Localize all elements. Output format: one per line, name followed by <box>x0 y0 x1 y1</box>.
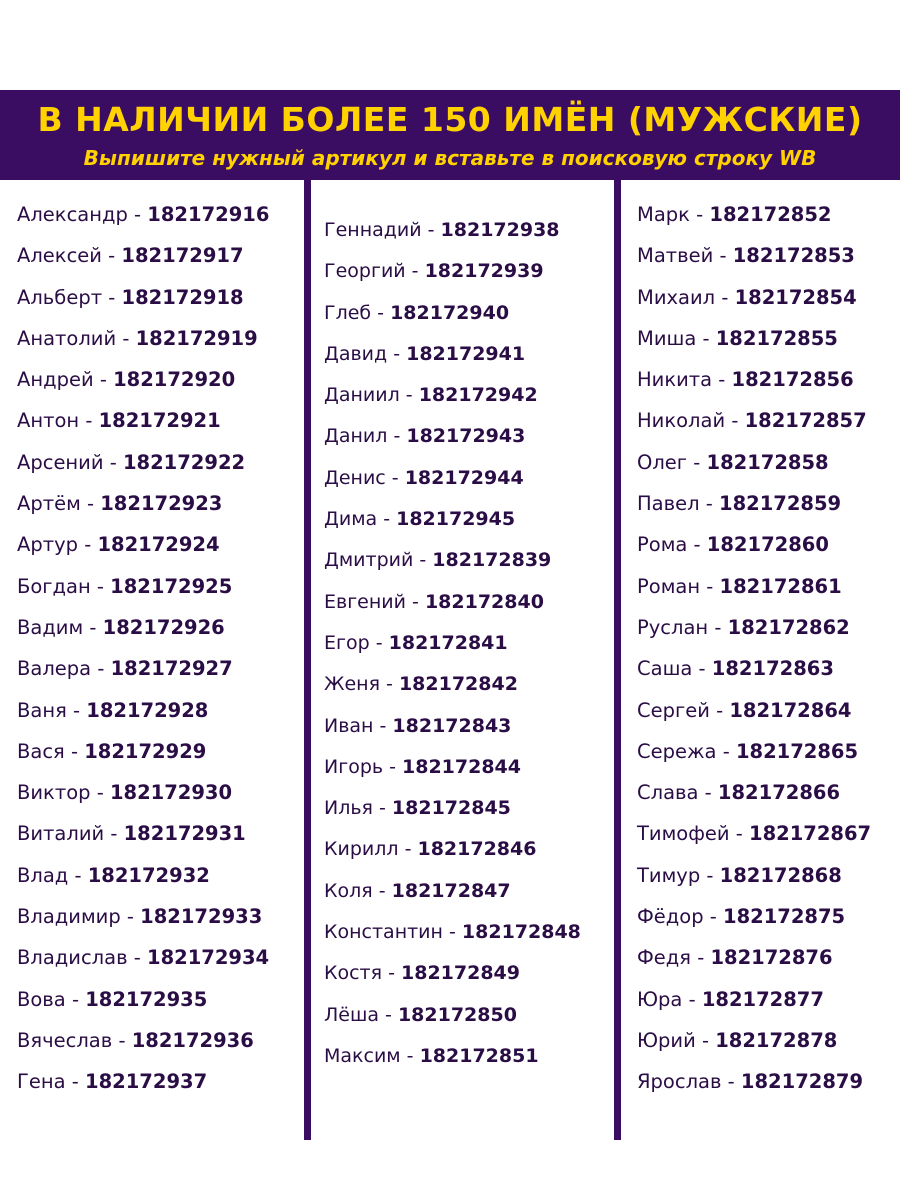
name-entry <box>324 210 581 251</box>
name-entry <box>17 855 269 896</box>
name-entry <box>637 483 871 524</box>
name-label: Артём <box>17 492 81 516</box>
article-code: 182172855 <box>715 326 838 350</box>
name-entry <box>324 458 581 499</box>
name-entry <box>637 813 871 854</box>
name-code-separator: - <box>65 987 86 1011</box>
name-entry <box>637 896 871 937</box>
name-code-separator: - <box>709 698 730 722</box>
names-column-3 <box>637 194 871 1103</box>
name-code-separator: - <box>369 631 389 654</box>
name-label: Гена <box>17 1070 66 1094</box>
name-code-separator: - <box>380 673 399 696</box>
name-code-separator: - <box>64 739 85 763</box>
name-entry <box>637 1020 871 1061</box>
article-code: 182172875 <box>723 905 846 929</box>
name-code-separator: - <box>400 1044 420 1067</box>
name-entry <box>637 937 871 978</box>
name-label: Виталий <box>17 822 105 846</box>
name-code-separator: - <box>691 946 711 970</box>
article-code: 182172868 <box>719 863 842 887</box>
article-code: 182172929 <box>84 739 207 763</box>
name-label: Миша <box>637 326 697 350</box>
name-code-separator: - <box>708 615 728 639</box>
name-entry <box>324 912 581 953</box>
name-label: Юра <box>637 987 683 1011</box>
name-code-separator: - <box>90 781 110 805</box>
name-label: Ярослав <box>637 1070 722 1094</box>
name-entry <box>17 896 269 937</box>
article-code: 182172941 <box>406 342 526 365</box>
article-code: 182172932 <box>87 863 210 887</box>
name-label: Рома <box>637 533 688 557</box>
name-code-separator: - <box>93 368 114 392</box>
name-entry <box>324 499 581 540</box>
name-entry <box>324 293 581 334</box>
name-code-separator: - <box>68 863 88 887</box>
name-code-separator: - <box>385 466 405 489</box>
name-label: Виктор <box>17 781 91 805</box>
name-entry <box>17 318 269 359</box>
name-entry <box>637 359 871 400</box>
name-entry <box>324 995 581 1036</box>
article-code: 182172944 <box>404 466 524 489</box>
article-code: 182172852 <box>709 203 832 226</box>
name-label: Альберт <box>17 285 103 309</box>
article-code: 182172853 <box>732 244 855 268</box>
name-code-separator: - <box>695 1028 716 1052</box>
name-code-separator: - <box>421 219 441 241</box>
name-label: Вася <box>17 739 65 763</box>
name-entry <box>17 731 269 772</box>
name-entry <box>637 607 871 648</box>
name-code-separator: - <box>379 1003 398 1026</box>
name-code-separator: - <box>371 301 391 324</box>
name-code-separator: - <box>413 549 433 572</box>
name-entry <box>637 772 871 813</box>
article-code: 182172936 <box>131 1028 254 1052</box>
name-code-separator: - <box>127 203 148 226</box>
name-code-separator: - <box>700 574 720 598</box>
name-label: Олег <box>637 450 688 474</box>
name-label: Игорь <box>324 755 384 778</box>
name-label: Сережа <box>637 739 717 763</box>
name-label: Тимур <box>637 863 701 887</box>
name-code-separator: - <box>713 244 733 268</box>
article-code: 182172848 <box>461 921 581 944</box>
name-entry <box>637 979 871 1020</box>
article-code: 182172842 <box>398 673 518 696</box>
article-code: 182172945 <box>396 508 516 531</box>
article-code: 182172933 <box>140 905 263 929</box>
article-code: 182172844 <box>402 755 521 778</box>
article-code: 182172862 <box>727 615 850 639</box>
name-label: Владимир <box>17 905 121 929</box>
column-divider-right <box>614 180 621 1140</box>
article-code: 182172924 <box>97 533 220 557</box>
name-code-separator: - <box>101 244 122 268</box>
article-code: 182172928 <box>86 698 209 722</box>
article-code: 182172863 <box>711 657 834 681</box>
name-code-separator: - <box>377 508 397 531</box>
name-entry <box>17 1061 269 1102</box>
article-code: 182172843 <box>392 714 512 737</box>
name-code-separator: - <box>725 409 745 433</box>
name-code-separator: - <box>689 203 710 226</box>
name-label: Денис <box>324 466 386 489</box>
name-label: Николай <box>637 409 726 433</box>
name-entry <box>17 813 269 854</box>
article-code: 182172939 <box>424 260 544 283</box>
name-label: Глеб <box>324 301 372 324</box>
name-entry <box>17 194 269 235</box>
name-label: Артур <box>17 533 78 557</box>
name-label: Сергей <box>637 698 710 722</box>
name-label: Влад <box>17 863 69 887</box>
name-code-separator: - <box>116 326 136 350</box>
name-code-separator: - <box>682 987 702 1011</box>
name-entry <box>324 251 581 292</box>
name-code-separator: - <box>398 838 418 861</box>
name-label: Юрий <box>637 1028 696 1052</box>
name-label: Никита <box>637 368 713 392</box>
name-code-separator: - <box>372 797 392 820</box>
article-code: 182172879 <box>740 1070 864 1094</box>
name-label: Марк <box>637 203 690 226</box>
article-code: 182172934 <box>147 946 270 970</box>
name-entry <box>637 235 871 276</box>
name-label: Слава <box>637 781 699 805</box>
article-code: 182172918 <box>121 285 244 309</box>
article-code: 182172923 <box>100 492 223 516</box>
name-entry <box>17 400 269 441</box>
name-entry <box>324 747 581 788</box>
name-entry <box>637 524 871 565</box>
name-label: Руслан <box>637 615 709 639</box>
article-code: 182172856 <box>731 368 854 392</box>
name-code-separator: - <box>80 492 101 516</box>
name-label: Дмитрий <box>324 549 414 572</box>
name-entry <box>324 540 581 581</box>
name-entry <box>17 566 269 607</box>
name-entry <box>324 623 581 664</box>
article-code: 182172917 <box>121 244 244 268</box>
name-code-separator: - <box>442 921 462 944</box>
article-code: 182172878 <box>715 1028 838 1052</box>
name-code-separator: - <box>102 285 122 309</box>
article-code: 182172931 <box>123 822 246 846</box>
name-code-separator: - <box>721 1070 741 1094</box>
name-label: Егор <box>324 631 370 654</box>
name-code-separator: - <box>715 285 735 309</box>
name-code-separator: - <box>406 590 425 613</box>
name-entry <box>17 772 269 813</box>
name-entry <box>637 731 871 772</box>
name-code-separator: - <box>373 714 393 737</box>
name-entry <box>17 277 269 318</box>
article-code: 182172845 <box>391 797 511 820</box>
name-label: Женя <box>324 673 381 696</box>
name-entry <box>17 607 269 648</box>
article-code: 182172840 <box>424 590 544 613</box>
name-label: Михаил <box>637 285 716 309</box>
article-code: 182172937 <box>85 1070 208 1094</box>
name-code-separator: - <box>716 739 736 763</box>
name-code-separator: - <box>382 962 401 985</box>
article-code: 182172942 <box>418 384 538 407</box>
name-label: Вячеслав <box>17 1028 113 1052</box>
name-code-separator: - <box>78 533 98 557</box>
name-entry <box>17 937 269 978</box>
name-entry <box>17 690 269 731</box>
name-label: Владислав <box>17 946 128 970</box>
name-code-separator: - <box>66 698 87 722</box>
article-code: 182172841 <box>388 631 508 654</box>
page-subtitle: Выпишите нужный артикул и вставьте в поисковую строку WB <box>83 146 817 170</box>
name-label: Дима <box>324 508 378 531</box>
article-code: 182172867 <box>749 822 872 846</box>
name-entry <box>637 194 871 235</box>
name-label: Роман <box>637 574 701 598</box>
name-code-separator: - <box>112 1028 132 1052</box>
name-entry <box>637 855 871 896</box>
name-code-separator: - <box>712 368 732 392</box>
article-code: 182172839 <box>432 549 552 572</box>
name-label: Илья <box>324 797 373 820</box>
name-entry <box>637 648 871 689</box>
name-code-separator: - <box>729 822 750 846</box>
article-code: 182172847 <box>391 879 511 902</box>
name-code-separator: - <box>387 342 407 365</box>
name-label: Геннадий <box>324 219 422 241</box>
name-entry <box>17 524 269 565</box>
name-code-separator: - <box>65 1070 86 1094</box>
name-label: Костя <box>324 962 383 985</box>
name-code-separator: - <box>399 384 419 407</box>
name-code-separator: - <box>79 409 99 433</box>
article-code: 182172935 <box>85 987 208 1011</box>
name-entry <box>17 979 269 1020</box>
name-label: Данил <box>324 425 388 448</box>
article-code: 182172857 <box>744 409 867 433</box>
name-label: Даниил <box>324 384 400 407</box>
article-code: 182172876 <box>710 946 833 970</box>
article-code: 182172919 <box>135 326 258 350</box>
article-code: 182172849 <box>401 962 520 985</box>
article-code: 182172865 <box>735 739 859 763</box>
name-entry <box>17 442 269 483</box>
article-code: 182172861 <box>719 574 842 598</box>
name-label: Вадим <box>17 615 84 639</box>
article-code: 182172920 <box>113 368 236 392</box>
names-column-2 <box>324 210 581 1077</box>
name-entry <box>324 829 581 870</box>
article-code: 182172851 <box>419 1044 539 1067</box>
article-code: 182172877 <box>701 987 824 1011</box>
name-entry <box>17 483 269 524</box>
name-label: Кирилл <box>324 838 399 861</box>
name-label: Андрей <box>17 368 94 392</box>
article-code: 182172925 <box>110 574 233 598</box>
name-code-separator: - <box>372 879 392 902</box>
name-entry <box>324 582 581 623</box>
name-entry <box>17 1020 269 1061</box>
article-code: 182172943 <box>406 425 526 448</box>
name-code-separator: - <box>405 260 425 283</box>
name-code-separator: - <box>127 946 148 970</box>
name-label: Александр <box>17 203 128 226</box>
name-label: Евгений <box>324 590 406 613</box>
header-banner <box>0 90 900 180</box>
name-label: Матвей <box>637 244 714 268</box>
article-code: 182172922 <box>122 450 246 474</box>
name-entry <box>324 953 581 994</box>
name-code-separator: - <box>696 326 716 350</box>
name-entry <box>324 1036 581 1077</box>
name-label: Давид <box>324 342 388 365</box>
name-entry <box>324 664 581 705</box>
name-code-separator: - <box>700 863 720 887</box>
name-entry <box>637 442 871 483</box>
name-label: Максим <box>324 1044 401 1067</box>
name-entry <box>637 690 871 731</box>
name-label: Вова <box>17 987 66 1011</box>
name-label: Богдан <box>17 574 91 598</box>
article-code: 182172858 <box>706 450 829 474</box>
article-code: 182172926 <box>102 615 225 639</box>
article-code: 182172860 <box>706 533 829 557</box>
names-column-1 <box>17 194 269 1103</box>
name-label: Ваня <box>17 698 67 722</box>
name-label: Иван <box>324 714 374 737</box>
name-code-separator: - <box>91 657 111 681</box>
name-label: Анатолий <box>17 326 117 350</box>
name-code-separator: - <box>692 657 712 681</box>
name-entry <box>17 235 269 276</box>
name-code-separator: - <box>103 450 123 474</box>
article-code: 182172864 <box>729 698 852 722</box>
name-label: Коля <box>324 879 373 902</box>
name-entry <box>17 648 269 689</box>
name-label: Саша <box>637 657 693 681</box>
column-divider-left <box>304 180 311 1140</box>
name-entry <box>637 318 871 359</box>
name-entry <box>324 871 581 912</box>
name-entry <box>637 566 871 607</box>
name-label: Антон <box>17 409 80 433</box>
name-label: Фёдор <box>637 905 704 929</box>
page-title: В НАЛИЧИИ БОЛЕЕ 150 ИМЁН (МУЖСКИЕ) <box>37 100 863 139</box>
article-code: 182172938 <box>440 219 560 241</box>
name-code-separator: - <box>104 822 124 846</box>
name-code-separator: - <box>699 492 720 516</box>
name-entry <box>637 277 871 318</box>
article-code: 182172854 <box>734 285 857 309</box>
name-label: Павел <box>637 492 700 516</box>
name-label: Константин <box>324 921 443 944</box>
name-code-separator: - <box>387 425 407 448</box>
name-label: Арсений <box>17 450 104 474</box>
name-entry <box>324 788 581 829</box>
name-entry <box>17 359 269 400</box>
article-code: 182172850 <box>397 1003 517 1026</box>
article-code: 182172846 <box>417 838 537 861</box>
article-code: 182172859 <box>719 492 842 516</box>
name-entry <box>324 334 581 375</box>
name-label: Валера <box>17 657 92 681</box>
name-code-separator: - <box>83 615 103 639</box>
name-label: Алексей <box>17 244 102 268</box>
name-entry <box>324 416 581 457</box>
article-code: 182172916 <box>147 203 270 226</box>
name-code-separator: - <box>90 574 111 598</box>
name-code-separator: - <box>120 905 141 929</box>
name-entry <box>324 375 581 416</box>
article-code: 182172927 <box>110 657 233 681</box>
name-code-separator: - <box>687 533 707 557</box>
name-code-separator: - <box>703 905 724 929</box>
article-code: 182172866 <box>717 781 841 805</box>
article-code: 182172930 <box>109 781 233 805</box>
name-entry <box>637 400 871 441</box>
article-code: 182172921 <box>98 409 221 433</box>
name-label: Георгий <box>324 260 406 283</box>
name-code-separator: - <box>687 450 707 474</box>
name-entry <box>324 706 581 747</box>
name-code-separator: - <box>383 755 403 778</box>
name-label: Лёша <box>324 1003 380 1026</box>
article-code: 182172940 <box>390 301 510 324</box>
name-label: Федя <box>637 946 691 970</box>
name-entry <box>637 1061 871 1102</box>
name-label: Тимофей <box>637 822 730 846</box>
name-code-separator: - <box>698 781 718 805</box>
